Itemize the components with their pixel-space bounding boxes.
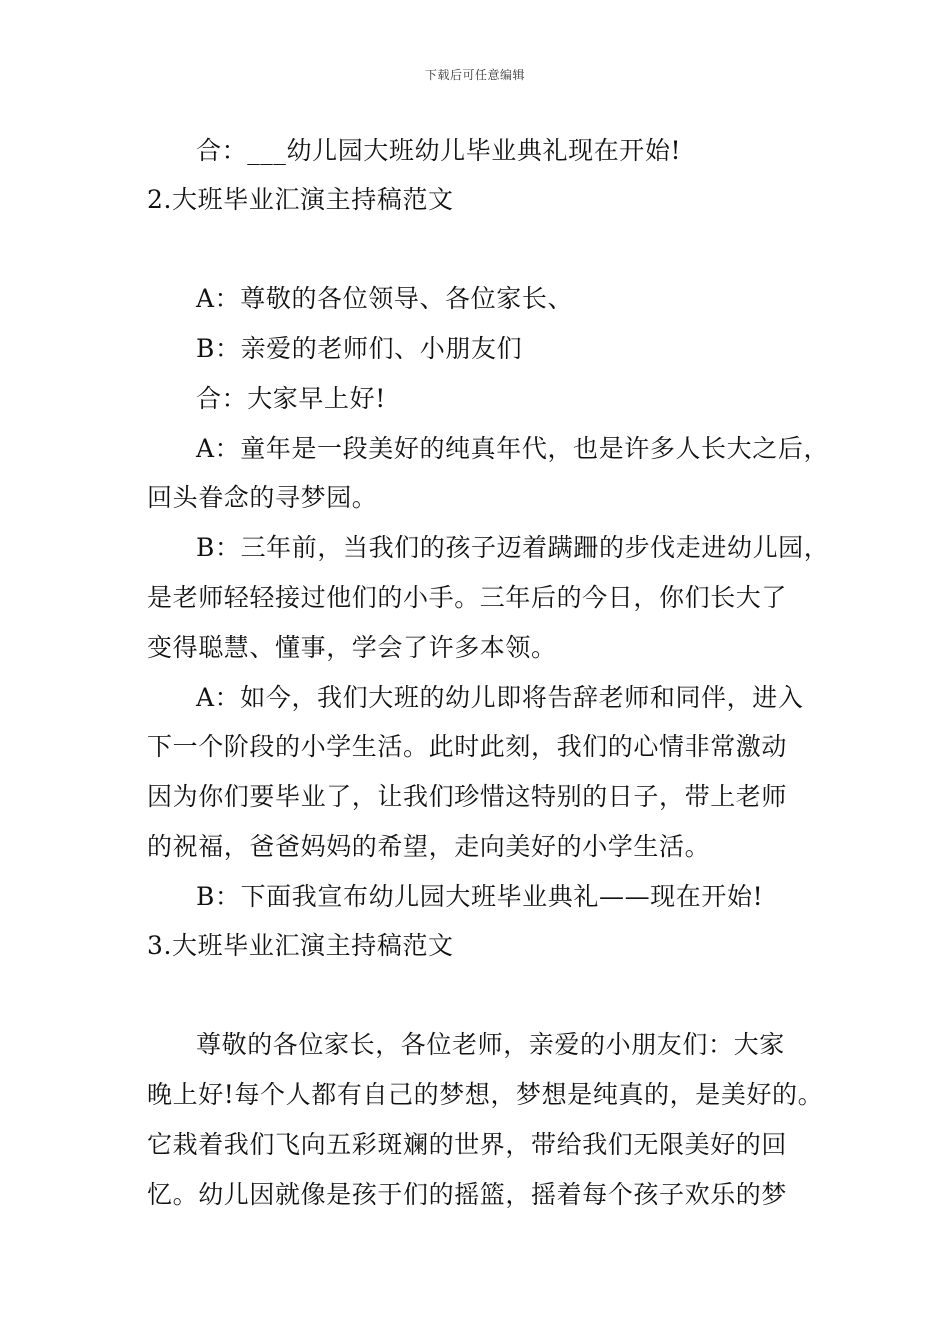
page-header-note: 下载后可任意编辑 <box>424 68 525 82</box>
section-heading-3: 3.大班毕业汇演主持稿范文 <box>147 931 454 960</box>
section-heading-2: 2.大班毕业汇演主持稿范文 <box>147 185 454 214</box>
script-line-b-greeting: B：亲爱的老师们、小朋友们 <box>196 334 523 363</box>
paragraph-line: A：如今，我们大班的幼儿即将告辞老师和同伴，进入 <box>196 683 804 712</box>
paragraph-line: 回头眷念的寻梦园。 <box>147 483 378 512</box>
paragraph-line: 尊敬的各位家长，各位老师，亲爱的小朋友们：大家 <box>196 1030 785 1059</box>
paragraph-line: B：三年前，当我们的孩子迈着蹒跚的步伐走进幼儿园， <box>196 533 830 562</box>
script-line-a-greeting: A：尊敬的各位领导、各位家长、 <box>196 284 574 313</box>
closing-line: 合：___幼儿园大班幼儿毕业典礼现在开始! <box>196 136 682 165</box>
paragraph-line: 下一个阶段的小学生活。此时此刻，我们的心情非常激动 <box>147 732 788 761</box>
paragraph-line: 因为你们要毕业了，让我们珍惜这特别的日子，带上老师 <box>147 782 788 811</box>
paragraph-line: 忆。幼儿因就像是孩于们的摇篮，摇着每个孩子欢乐的梦 <box>147 1180 788 1209</box>
paragraph-line: 是老师轻轻接过他们的小手。三年后的今日，你们长大了 <box>147 583 788 612</box>
paragraph-line: 它栽着我们飞向五彩斑斓的世界，带给我们无限美好的回 <box>147 1130 788 1159</box>
paragraph-line: 变得聪慧、懂事，学会了许多本领。 <box>147 633 557 662</box>
paragraph-line: 晚上好!每个人都有自己的梦想，梦想是纯真的，是美好的。 <box>147 1080 824 1109</box>
paragraph-line: B：下面我宣布幼儿园大班毕业典礼——现在开始! <box>196 882 764 911</box>
paragraph-line: A：童年是一段美好的纯真年代，也是许多人长大之后， <box>196 434 830 463</box>
paragraph-line: 的祝福，爸爸妈妈的希望，走向美好的小学生活。 <box>147 832 711 861</box>
script-line-together-greeting: 合：大家早上好! <box>196 384 386 413</box>
